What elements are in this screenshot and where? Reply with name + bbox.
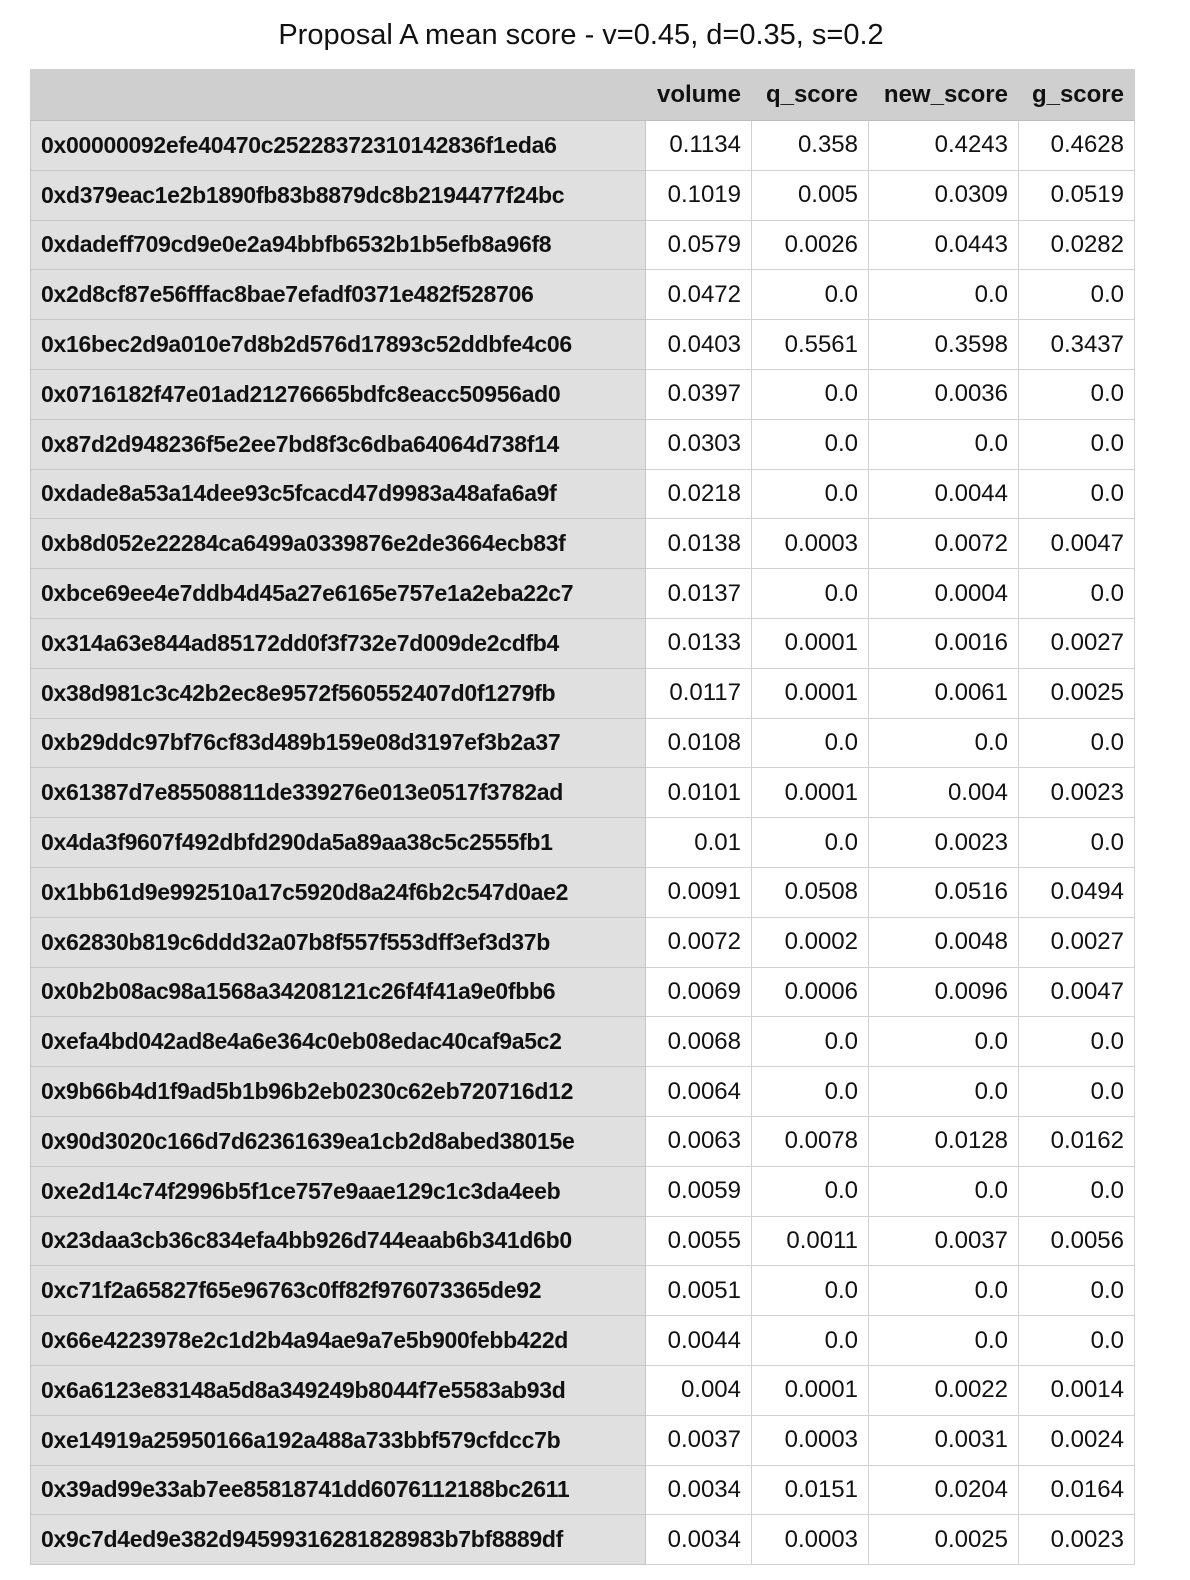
new-score-cell: 0.0037 (869, 1216, 1019, 1266)
row-address-label: 0x87d2d948236f5e2ee7bd8f3c6dba64064d738f14 (31, 419, 646, 469)
volume-cell: 0.0403 (646, 320, 752, 370)
table-row (31, 668, 1135, 718)
new-score-cell: 0.0309 (869, 170, 1019, 220)
volume-cell: 0.0472 (646, 270, 752, 320)
table-row (31, 718, 1135, 768)
table-row (31, 1166, 1135, 1216)
g-score-cell: 0.0023 (1019, 768, 1135, 818)
g-score-cell: 0.0162 (1019, 1116, 1135, 1166)
table-row (31, 519, 1135, 569)
row-address-label: 0xd379eac1e2b1890fb83b8879dc8b2194477f24bc (31, 170, 646, 220)
q-score-cell: 0.5561 (752, 320, 869, 370)
q-score-cell: 0.0 (752, 1166, 869, 1216)
table-row (31, 1017, 1135, 1067)
g-score-cell: 0.0 (1019, 1266, 1135, 1316)
q-score-cell: 0.0011 (752, 1216, 869, 1266)
g-score-cell: 0.0 (1019, 419, 1135, 469)
q-score-cell: 0.0001 (752, 768, 869, 818)
volume-cell: 0.0063 (646, 1116, 752, 1166)
volume-cell: 0.0055 (646, 1216, 752, 1266)
q-score-cell: 0.0 (752, 818, 869, 868)
g-score-cell: 0.0 (1019, 270, 1135, 320)
row-address-label: 0x62830b819c6ddd32a07b8f557f553dff3ef3d37b (31, 917, 646, 967)
q-score-cell: 0.0 (752, 1067, 869, 1117)
score-table (30, 69, 1135, 1565)
table-row (31, 1465, 1135, 1515)
volume-cell: 0.004 (646, 1365, 752, 1415)
volume-cell: 0.0037 (646, 1415, 752, 1465)
new-score-cell: 0.0044 (869, 469, 1019, 519)
new-score-cell: 0.0016 (869, 618, 1019, 668)
volume-cell: 0.0034 (646, 1515, 752, 1565)
row-address-label: 0x66e4223978e2c1d2b4a94ae9a7e5b900febb422d (31, 1316, 646, 1366)
table-row (31, 1067, 1135, 1117)
g-score-cell: 0.0014 (1019, 1365, 1135, 1415)
row-address-label: 0x23daa3cb36c834efa4bb926d744eaab6b341d6b0 (31, 1216, 646, 1266)
g-score-cell: 0.0 (1019, 818, 1135, 868)
row-address-label: 0xdadeff709cd9e0e2a94bbfb6532b1b5efb8a96f8 (31, 220, 646, 270)
table-row (31, 220, 1135, 270)
q-score-cell: 0.0002 (752, 917, 869, 967)
table-title: Proposal A mean score - v=0.45, d=0.35, s=0.2 (278, 19, 884, 51)
row-address-label: 0xefa4bd042ad8e4a6e364c0eb08edac40caf9a5c2 (31, 1017, 646, 1067)
volume-cell: 0.0068 (646, 1017, 752, 1067)
table-row (31, 469, 1135, 519)
row-address-label: 0x4da3f9607f492dbfd290da5a89aa38c5c2555fb1 (31, 818, 646, 868)
table-row (31, 618, 1135, 668)
g-score-cell: 0.0056 (1019, 1216, 1135, 1266)
row-address-label: 0xb29ddc97bf76cf83d489b159e08d3197ef3b2a37 (31, 718, 646, 768)
new-score-cell: 0.4243 (869, 121, 1019, 171)
volume-cell: 0.0051 (646, 1266, 752, 1316)
table-row (31, 170, 1135, 220)
row-address-label: 0x0b2b08ac98a1568a34208121c26f4f41a9e0fbb6 (31, 967, 646, 1017)
q-score-cell: 0.0 (752, 569, 869, 619)
q-score-cell: 0.0001 (752, 1365, 869, 1415)
q-score-cell: 0.0026 (752, 220, 869, 270)
row-address-label: 0x9c7d4ed9e382d94599316281828983b7bf8889df (31, 1515, 646, 1565)
row-address-label: 0x00000092efe40470c25228372310142836f1eda6 (31, 121, 646, 171)
new-score-cell: 0.0031 (869, 1415, 1019, 1465)
g-score-cell: 0.0027 (1019, 618, 1135, 668)
q-score-cell: 0.0078 (752, 1116, 869, 1166)
g-score-cell: 0.0282 (1019, 220, 1135, 270)
g-score-cell: 0.0 (1019, 1316, 1135, 1366)
q-score-cell: 0.0 (752, 1266, 869, 1316)
q-score-cell: 0.0006 (752, 967, 869, 1017)
table-body (31, 121, 1135, 1565)
table-row (31, 917, 1135, 967)
g-score-cell: 0.0 (1019, 718, 1135, 768)
row-address-label: 0xbce69ee4e7ddb4d45a27e6165e757e1a2eba22c7 (31, 569, 646, 619)
new-score-cell: 0.0036 (869, 369, 1019, 419)
volume-cell: 0.0044 (646, 1316, 752, 1366)
row-address-label: 0xc71f2a65827f65e96763c0ff82f976073365de92 (31, 1266, 646, 1316)
new-score-cell: 0.004 (869, 768, 1019, 818)
g-score-cell: 0.0024 (1019, 1415, 1135, 1465)
row-address-label: 0xe14919a25950166a192a488a733bbf579cfdcc7b (31, 1415, 646, 1465)
table-row (31, 1515, 1135, 1565)
volume-cell: 0.0579 (646, 220, 752, 270)
new-score-cell: 0.0 (869, 1266, 1019, 1316)
g-score-cell: 0.0 (1019, 469, 1135, 519)
q-score-cell: 0.0 (752, 270, 869, 320)
g-score-cell: 0.0 (1019, 1067, 1135, 1117)
row-address-label: 0x16bec2d9a010e7d8b2d576d17893c52ddbfe4c06 (31, 320, 646, 370)
volume-cell: 0.0108 (646, 718, 752, 768)
row-address-label: 0x61387d7e85508811de339276e013e0517f3782ad (31, 768, 646, 818)
g-score-cell: 0.0494 (1019, 867, 1135, 917)
q-score-cell: 0.0 (752, 419, 869, 469)
q-score-cell: 0.0 (752, 1017, 869, 1067)
q-score-cell: 0.0 (752, 369, 869, 419)
new-score-cell: 0.0516 (869, 867, 1019, 917)
q-score-cell: 0.0001 (752, 618, 869, 668)
row-address-label: 0x314a63e844ad85172dd0f3f732e7d009de2cdfb4 (31, 618, 646, 668)
row-address-label: 0xb8d052e22284ca6499a0339876e2de3664ecb83f (31, 519, 646, 569)
volume-cell: 0.01 (646, 818, 752, 868)
volume-cell: 0.0072 (646, 917, 752, 967)
volume-cell: 0.0101 (646, 768, 752, 818)
new-score-cell: 0.3598 (869, 320, 1019, 370)
q-score-cell: 0.005 (752, 170, 869, 220)
volume-cell: 0.0137 (646, 569, 752, 619)
q-score-cell: 0.0003 (752, 519, 869, 569)
new-score-cell: 0.0204 (869, 1465, 1019, 1515)
g-score-cell: 0.0047 (1019, 519, 1135, 569)
row-address-label: 0x6a6123e83148a5d8a349249b8044f7e5583ab93d (31, 1365, 646, 1415)
table-row (31, 1365, 1135, 1415)
column-header-new-score: new_score (869, 70, 1019, 121)
volume-cell: 0.0218 (646, 469, 752, 519)
table-row (31, 369, 1135, 419)
table-row (31, 818, 1135, 868)
table-row (31, 569, 1135, 619)
volume-cell: 0.0303 (646, 419, 752, 469)
g-score-cell: 0.0 (1019, 569, 1135, 619)
table-row (31, 121, 1135, 171)
row-address-label: 0x1bb61d9e992510a17c5920d8a24f6b2c547d0ae2 (31, 867, 646, 917)
row-address-label: 0x2d8cf87e56fffac8bae7efadf0371e482f528706 (31, 270, 646, 320)
column-header-volume: volume (646, 70, 752, 121)
new-score-cell: 0.0061 (869, 668, 1019, 718)
volume-cell: 0.0069 (646, 967, 752, 1017)
table-row (31, 1116, 1135, 1166)
volume-cell: 0.1134 (646, 121, 752, 171)
q-score-cell: 0.0 (752, 718, 869, 768)
g-score-cell: 0.0 (1019, 1017, 1135, 1067)
table-row (31, 967, 1135, 1017)
new-score-cell: 0.0443 (869, 220, 1019, 270)
volume-cell: 0.1019 (646, 170, 752, 220)
new-score-cell: 0.0 (869, 718, 1019, 768)
table-row (31, 867, 1135, 917)
g-score-cell: 0.0 (1019, 369, 1135, 419)
volume-cell: 0.0133 (646, 618, 752, 668)
new-score-cell: 0.0023 (869, 818, 1019, 868)
row-address-label: 0xdade8a53a14dee93c5fcacd47d9983a48afa6a9f (31, 469, 646, 519)
row-address-label: 0x0716182f47e01ad21276665bdfc8eacc50956ad0 (31, 369, 646, 419)
table-row (31, 320, 1135, 370)
row-address-label: 0x38d981c3c42b2ec8e9572f560552407d0f1279fb (31, 668, 646, 718)
row-address-label: 0xe2d14c74f2996b5f1ce757e9aae129c1c3da4eeb (31, 1166, 646, 1216)
volume-cell: 0.0059 (646, 1166, 752, 1216)
column-header-g-score: g_score (1019, 70, 1135, 121)
row-address-label: 0x90d3020c166d7d62361639ea1cb2d8abed38015e (31, 1116, 646, 1166)
new-score-cell: 0.0 (869, 1017, 1019, 1067)
q-score-cell: 0.0 (752, 469, 869, 519)
table-row (31, 1415, 1135, 1465)
q-score-cell: 0.0151 (752, 1465, 869, 1515)
volume-cell: 0.0117 (646, 668, 752, 718)
volume-cell: 0.0091 (646, 867, 752, 917)
q-score-cell: 0.0508 (752, 867, 869, 917)
new-score-cell: 0.0 (869, 419, 1019, 469)
corner-header-cell (31, 70, 646, 121)
g-score-cell: 0.0047 (1019, 967, 1135, 1017)
g-score-cell: 0.0164 (1019, 1465, 1135, 1515)
new-score-cell: 0.0096 (869, 967, 1019, 1017)
table-row (31, 1266, 1135, 1316)
new-score-cell: 0.0128 (869, 1116, 1019, 1166)
q-score-cell: 0.0001 (752, 668, 869, 718)
table-row (31, 1316, 1135, 1366)
g-score-cell: 0.4628 (1019, 121, 1135, 171)
q-score-cell: 0.358 (752, 121, 869, 171)
volume-cell: 0.0034 (646, 1465, 752, 1515)
q-score-cell: 0.0 (752, 1316, 869, 1366)
new-score-cell: 0.0025 (869, 1515, 1019, 1565)
column-header-q-score: q_score (752, 70, 869, 121)
table-row (31, 419, 1135, 469)
table-row (31, 270, 1135, 320)
row-address-label: 0x39ad99e33ab7ee85818741dd6076112188bc2611 (31, 1465, 646, 1515)
new-score-cell: 0.0048 (869, 917, 1019, 967)
q-score-cell: 0.0003 (752, 1515, 869, 1565)
new-score-cell: 0.0 (869, 1067, 1019, 1117)
g-score-cell: 0.0027 (1019, 917, 1135, 967)
g-score-cell: 0.0025 (1019, 668, 1135, 718)
new-score-cell: 0.0 (869, 270, 1019, 320)
g-score-cell: 0.3437 (1019, 320, 1135, 370)
new-score-cell: 0.0 (869, 1316, 1019, 1366)
g-score-cell: 0.0 (1019, 1166, 1135, 1216)
header-row (31, 70, 1135, 121)
g-score-cell: 0.0023 (1019, 1515, 1135, 1565)
table-row (31, 1216, 1135, 1266)
row-address-label: 0x9b66b4d1f9ad5b1b96b2eb0230c62eb720716d12 (31, 1067, 646, 1117)
new-score-cell: 0.0 (869, 1166, 1019, 1216)
g-score-cell: 0.0519 (1019, 170, 1135, 220)
new-score-cell: 0.0022 (869, 1365, 1019, 1415)
volume-cell: 0.0397 (646, 369, 752, 419)
new-score-cell: 0.0004 (869, 569, 1019, 619)
volume-cell: 0.0064 (646, 1067, 752, 1117)
q-score-cell: 0.0003 (752, 1415, 869, 1465)
table-row (31, 768, 1135, 818)
volume-cell: 0.0138 (646, 519, 752, 569)
new-score-cell: 0.0072 (869, 519, 1019, 569)
